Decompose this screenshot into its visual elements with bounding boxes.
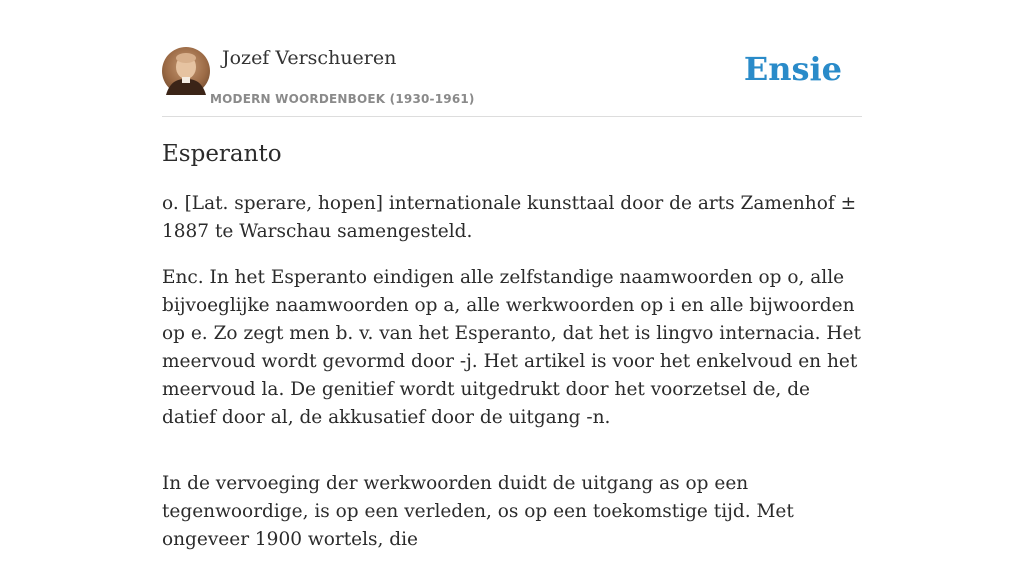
- entry-title: Esperanto: [162, 141, 282, 167]
- author-name[interactable]: Jozef Verschueren: [222, 47, 397, 69]
- entry-paragraph: o. [Lat. sperare, hopen] internationale kunsttaal door de arts Zamenhof ± 1887 te Warschau samengesteld.: [162, 193, 857, 242]
- entry-paragraph: In de vervoeging der werkwoorden duidt de uitgang as op een tegenwoordige, is op een verleden, os op een toekomstige tijd. Met ongeveer 1900 wortels, die: [162, 473, 794, 550]
- author-avatar[interactable]: [162, 47, 210, 95]
- author-portrait-icon: [162, 47, 210, 95]
- entry-header: [162, 46, 862, 117]
- ensie-logo[interactable]: Ensie: [743, 50, 842, 88]
- source-dictionary[interactable]: MODERN WOORDENBOEK (1930-1961): [210, 92, 475, 106]
- entry-content: [162, 138, 862, 572]
- entry-paragraph: Enc. In het Esperanto eindigen alle zelfstandige naamwoorden op o, alle bijvoeglijke naamwoorden op a, alle werkwoorden op i en alle bijwoorden op e. Zo zegt men b. v. van het Esperanto, dat het is lingvo internacia. Het meervoud wordt gevormd door -j. Het artikel is voor het enkelvoud en het meervoud la. De genitief wordt uitgedrukt door het voorzetsel de, de datief door al, de akkusatief door de uitgang -n.: [162, 267, 861, 428]
